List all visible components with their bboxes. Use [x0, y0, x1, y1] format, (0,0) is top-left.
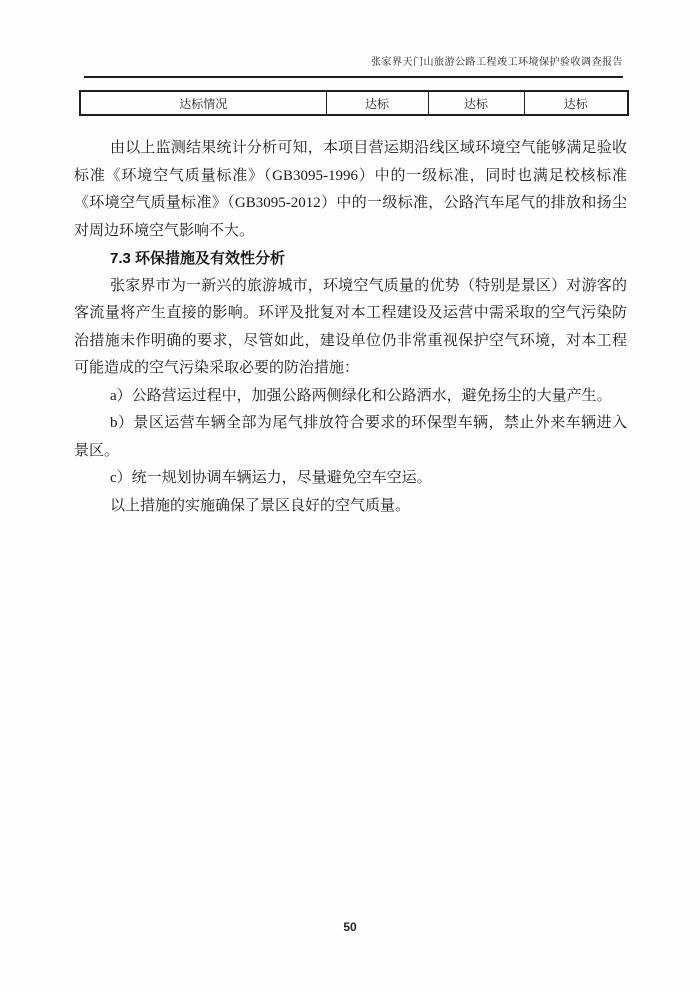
list-item-c: c）统一规划协调车辆运力，尽量避免空车空运。: [110, 470, 432, 486]
table-cell-compliance-label: 达标情况: [80, 91, 326, 115]
paragraph-monitoring-conclusion: 由以上监测结果统计分析可知，本项目营运期沿线区域环境空气能够满足验收标准《环境空气质量标准》（GB3095-1996）中的一级标准，同时也满足校核标准《环境空气质量标准》（GB3095-2012）中的一级标准，公路汽车尾气的排放和扬尘对周边环境空气影响不大。: [74, 140, 627, 239]
running-header-title: 张家界天门山旅游公路工程竣工环境保护验收调查报告: [371, 57, 623, 68]
section-heading-7-3: 7.3 环保措施及有效性分析: [110, 250, 286, 267]
table-cell-compliance-value-2: 达标: [428, 91, 524, 115]
table-cell-compliance-value-1: 达标: [326, 91, 428, 115]
page-number: 50: [343, 920, 357, 934]
list-item-b: b）景区运营车辆全部为尾气排放符合要求的环保型车辆，禁止外来车辆进入景区。: [74, 415, 627, 459]
table-cell-compliance-value-3: 达标: [524, 91, 628, 115]
list-item-a: a）公路营运过程中，加强公路两侧绿化和公路洒水，避免扬尘的大量产生。: [110, 387, 612, 404]
paragraph-measures-intro: 张家界市为一新兴的旅游城市，环境空气质量的优势（特别是景区）对游客的客流量将产生直接的影响。环评及批复对本工程建设及运营中需采取的空气污染防治措施未作明确的要求，尽管如此，建设单位仍非常重视保护空气环境，对本工程可能造成的空气污染采取必要的防治措施：: [74, 277, 627, 376]
compliance-table: [79, 90, 629, 116]
table-row: [80, 91, 628, 115]
header-divider: [84, 76, 623, 78]
document-body: [74, 135, 627, 520]
paragraph-closing: 以上措施的实施确保了景区良好的空气质量。: [110, 497, 411, 514]
